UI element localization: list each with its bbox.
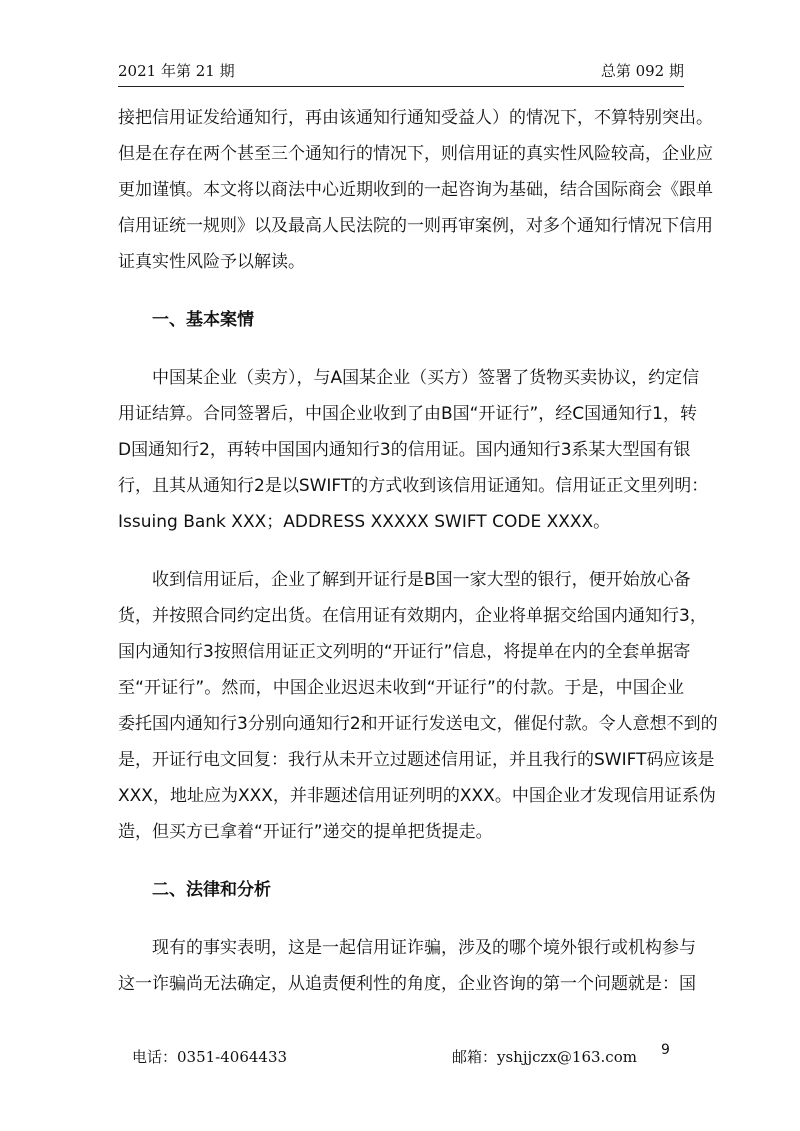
- text-line: Issuing Bank XXX；ADDRESS XXXXX SWIFT CODE XXXX。: [118, 512, 611, 532]
- page-header: [118, 56, 684, 86]
- page-footer: [0, 1042, 800, 1070]
- text-line: D国通知行2，再转中国国内通知行3的信用证。国内通知行3系某大型国有银: [118, 440, 691, 460]
- contact-phone: 电话：0351-4064433: [132, 1048, 288, 1066]
- text-line: 至“开证行”。然而，中国企业迟迟未收到“开证行”的付款。于是，中国企业: [118, 678, 684, 698]
- page-number: 9: [661, 1042, 670, 1058]
- total-issue-number: 总第 092 期: [600, 62, 684, 80]
- text-line: 国内通知行3按照信用证正文列明的“开证行”信息，将提单在内的全套单据寄: [118, 642, 691, 662]
- issue-number: 2021 年第 21 期: [118, 62, 235, 80]
- paragraph-case-details: [118, 562, 718, 850]
- paragraph-analysis: [118, 930, 696, 1002]
- text-line: 用证结算。合同签署后，中国企业收到了由B国“开证行”，经C国通知行1，转: [118, 404, 697, 424]
- text-line: 是，开证行电文回复：我行从未开立过题述信用证，并且我行的SWIFT码应该是: [118, 750, 715, 770]
- text-line: 货，并按照合同约定出货。在信用证有效期内，企业将单据交给国内通知行3，: [118, 606, 707, 626]
- paragraph-case-background: [118, 360, 709, 540]
- header-divider: [118, 86, 684, 87]
- section-heading-basic-facts: 一、基本案情: [152, 310, 254, 330]
- text-line: 证真实性风险予以解读。: [118, 252, 305, 272]
- document-body: [118, 100, 718, 1002]
- text-line: 收到信用证后，企业了解到开证行是B国一家大型的银行，便开始放心备: [152, 570, 691, 590]
- text-line: 中国某企业（卖方），与A国某企业（买方）签署了货物买卖协议，约定信: [152, 368, 700, 388]
- contact-email: 邮箱：yshjjczx@163.com: [452, 1048, 637, 1066]
- text-line: XXX，地址应为XXX，并非题述信用证列明的XXX。中国企业才发现信用证系伪: [118, 786, 716, 806]
- section-heading-legal-analysis: 二、法律和分析: [152, 880, 271, 900]
- text-line: 现有的事实表明，这是一起信用证诈骗，涉及的哪个境外银行或机构参与: [152, 938, 696, 958]
- text-line: 信用证统一规则》以及最高人民法院的一则再审案例，对多个通知行情况下信用: [118, 216, 713, 236]
- paragraph-intro-continuation: [118, 100, 713, 280]
- text-line: 这一诈骗尚无法确定，从追责便利性的角度，企业咨询的第一个问题就是：国: [118, 974, 696, 994]
- text-line: 委托国内通知行3分别向通知行2和开证行发送电文，催促付款。令人意想不到的: [118, 714, 718, 734]
- text-line: 接把信用证发给通知行，再由该通知行通知受益人）的情况下，不算特别突出。: [118, 108, 713, 128]
- text-line: 造，但买方已拿着“开证行”递交的提单把货提走。: [118, 822, 493, 842]
- text-line: 行，且其从通知行2是以SWIFT的方式收到该信用证通知。信用证正文里列明：: [118, 476, 709, 496]
- text-line: 但是在存在两个甚至三个通知行的情况下，则信用证的真实性风险较高，企业应: [118, 144, 713, 164]
- text-line: 更加谨慎。本文将以商法中心近期收到的一起咨询为基础，结合国际商会《跟单: [118, 180, 713, 200]
